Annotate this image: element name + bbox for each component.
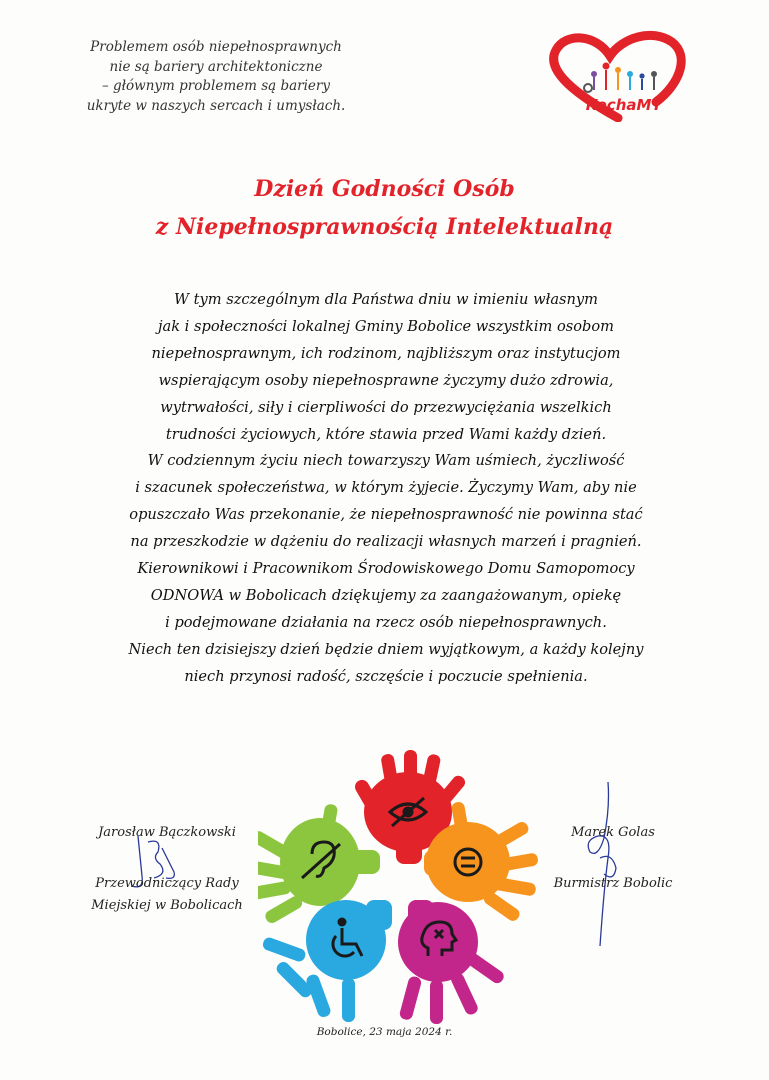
body-line: W tym szczególnym dla Państwa dniu w imieniu własnym bbox=[173, 291, 598, 308]
heart-icon bbox=[548, 30, 688, 122]
title-line-1: Dzień Godności Osób bbox=[254, 176, 515, 202]
body-line: trudności życiowych, które stawia przed Wami każdy dzień. bbox=[165, 425, 607, 443]
right-signatory-role bbox=[538, 873, 688, 895]
kochamy-logo bbox=[548, 30, 688, 122]
body-line: Kierownikowi i Pracownikom Środowiskowego Domu Samopomocy bbox=[137, 560, 635, 578]
left-role-line-2: Miejskiej w Bobolicach bbox=[91, 898, 243, 913]
greeting-body bbox=[86, 287, 686, 691]
body-line: na przeszkodzie w dążeniu do realizacji własnych marzeń i pragnień. bbox=[130, 533, 642, 551]
place-date: Bobolice, 23 maja 2024 r. bbox=[316, 1026, 453, 1038]
hands-illustration bbox=[258, 750, 548, 1030]
body-line: niepełnosprawnym, ich rodzinom, najbliższym oraz instytucjom bbox=[151, 344, 621, 362]
motto-line: – głównym problemem są bariery bbox=[101, 78, 330, 94]
right-role-line-1: Burmistrz Bobolic bbox=[553, 876, 673, 891]
body-line: Niech ten dzisiejszy dzień będzie dniem wyjątkowym, a każdy kolejny bbox=[128, 640, 644, 658]
logo-text: KochaMY bbox=[585, 96, 663, 114]
right-handwritten-signature bbox=[578, 778, 628, 948]
body-line: i szacunek społeczeństwa, w którym żyjecie. Życzymy Wam, aby nie bbox=[135, 479, 637, 497]
body-line: wspierającym osoby niepełnosprawne życzymy dużo zdrowia, bbox=[158, 371, 614, 389]
motto-line: nie są bariery architektoniczne bbox=[109, 58, 323, 75]
body-line: ODNOWA w Bobolicach dziękujemy za zaangażowanym, opiekę bbox=[150, 586, 622, 604]
body-line: wytrwałości, siły i cierpliwości do przezwyciężania wszelkich bbox=[160, 398, 612, 416]
body-line: jak i społeczności lokalnej Gminy Bobolice wszystkim osobom bbox=[157, 317, 615, 335]
page-title bbox=[0, 170, 769, 246]
left-role-line-1: Przewodniczący Rady bbox=[95, 876, 239, 891]
family-figures-icon bbox=[584, 63, 657, 93]
magenta-hand bbox=[398, 900, 506, 1024]
motto-line: Problemem osób niepełnosprawnych bbox=[90, 39, 342, 55]
body-line: niech przynosi radość, szczęście i poczucie spełnienia. bbox=[184, 667, 588, 685]
body-line: W codziennym życiu niech towarzyszy Wam uśmiech, życzliwość bbox=[147, 452, 625, 470]
motto-line: ukryte w naszych sercach i umysłach. bbox=[86, 97, 346, 114]
body-line: i podejmowane działania na rzecz osób niepełnosprawnych. bbox=[165, 613, 607, 631]
left-signatory-role bbox=[82, 873, 252, 917]
body-line: opuszczało Was przekonanie, że niepełnosprawność nie powinna stać bbox=[129, 506, 643, 524]
left-signatory-name: Jarosław Bączkowski bbox=[98, 825, 236, 840]
right-signatory-name: Marek Golas bbox=[571, 825, 655, 840]
title-line-2: z Niepełnosprawnością Intelektualną bbox=[155, 214, 614, 240]
motto bbox=[66, 38, 366, 116]
